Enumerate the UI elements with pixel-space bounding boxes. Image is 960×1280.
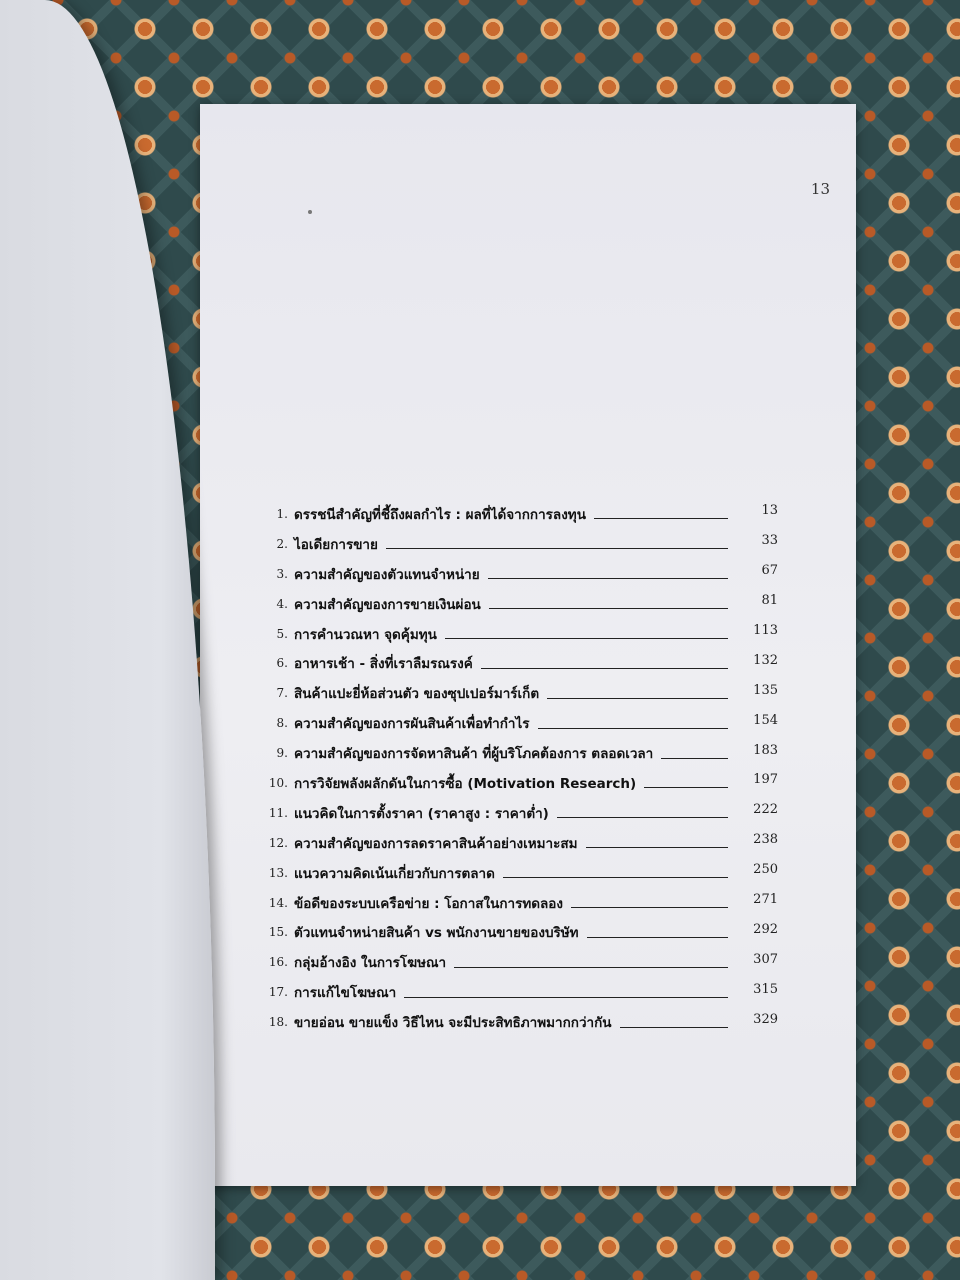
toc-entry xyxy=(258,619,778,649)
toc-leader-line xyxy=(481,668,728,669)
toc-entry-number: 10. xyxy=(268,775,288,790)
toc-entry-title: การแก้ไขโฆษณา xyxy=(294,985,397,1002)
toc-entry-page: 271 xyxy=(753,892,778,908)
toc-entry-number: 3. xyxy=(276,566,288,581)
toc-leader-line xyxy=(538,728,729,729)
book-page xyxy=(200,104,856,1186)
toc-entry xyxy=(258,947,778,977)
toc-leader-line xyxy=(454,967,728,968)
toc-leader-line xyxy=(404,997,728,998)
toc-leader-line xyxy=(547,698,728,699)
toc-entry-page: 154 xyxy=(753,712,778,728)
toc-entry-number: 11. xyxy=(268,805,288,820)
toc-entry xyxy=(258,1007,778,1037)
toc-entry-title: ความสำคัญของตัวแทนจำหน่าย xyxy=(294,566,480,583)
toc-entry-number: 2. xyxy=(276,536,288,551)
toc-entry xyxy=(258,678,778,708)
toc-entry-page: 238 xyxy=(753,832,778,848)
toc-leader-line xyxy=(594,518,728,519)
toc-entry-title: ตัวแทนจำหน่ายสินค้า vs พนักงานขายของบริษัท xyxy=(294,925,579,942)
toc-leader-line xyxy=(587,937,728,938)
toc-entry-number: 5. xyxy=(276,626,288,641)
toc-entry-number: 15. xyxy=(268,925,288,940)
toc-leader-line xyxy=(557,817,728,818)
table-of-contents xyxy=(258,499,778,1037)
toc-entry-number: 13. xyxy=(268,865,288,880)
toc-leader-line xyxy=(571,907,728,908)
toc-entry-title: กลุ่มอ้างอิง ในการโฆษณา xyxy=(294,955,447,972)
toc-entry-page: 135 xyxy=(753,682,778,698)
toc-entry-title: ไอเดียการขาย xyxy=(294,536,378,553)
toc-entry-number: 8. xyxy=(276,716,288,731)
toc-leader-line xyxy=(445,638,728,639)
toc-entry-title: สินค้าแปะยี่ห้อส่วนตัว ของซุปเปอร์มาร์เก็ต xyxy=(294,686,540,703)
toc-entry-title: อาหารเช้า - สิ่งที่เราลืมรณรงค์ xyxy=(294,656,473,673)
toc-entry-page: 197 xyxy=(753,772,778,788)
toc-entry-number: 18. xyxy=(268,1015,288,1030)
page-speck xyxy=(308,210,312,214)
toc-entry-page: 250 xyxy=(753,862,778,878)
toc-entry-page: 67 xyxy=(761,563,778,579)
toc-entry-page: 183 xyxy=(753,742,778,758)
toc-entry-title: ความสำคัญของการผันสินค้าเพื่อทำกำไร xyxy=(294,716,530,733)
toc-leader-line xyxy=(661,758,728,759)
toc-leader-line xyxy=(489,608,728,609)
toc-leader-line xyxy=(586,847,728,848)
toc-entry-number: 1. xyxy=(276,506,288,521)
toc-entry-page: 13 xyxy=(761,503,778,519)
toc-entry xyxy=(258,708,778,738)
toc-entry-number: 6. xyxy=(276,656,288,671)
toc-entry-page: 329 xyxy=(753,1011,778,1027)
toc-entry xyxy=(258,559,778,589)
toc-entry-page: 113 xyxy=(753,623,778,638)
toc-entry xyxy=(258,917,778,947)
toc-leader-line xyxy=(620,1027,728,1028)
toc-entry xyxy=(258,798,778,828)
toc-entry-title: การวิจัยพลังผลักดันในการซื้อ (Motivation Research) xyxy=(294,775,637,792)
toc-entry xyxy=(258,589,778,619)
toc-entry-number: 9. xyxy=(276,746,288,761)
toc-leader-line xyxy=(386,548,728,549)
toc-entry-number: 14. xyxy=(268,895,288,910)
toc-entry xyxy=(258,738,778,768)
toc-entry-title: ความสำคัญของการขายเงินผ่อน xyxy=(294,596,481,613)
toc-entry-page: 81 xyxy=(761,593,778,609)
toc-entry-title: แนวคิดในการตั้งราคา (ราคาสูง : ราคาต่ำ) xyxy=(294,805,549,822)
left-page xyxy=(0,0,215,1280)
toc-entry-page: 33 xyxy=(761,533,778,549)
toc-entry xyxy=(258,529,778,559)
toc-leader-line xyxy=(644,787,728,788)
toc-entry-number: 12. xyxy=(268,835,288,850)
toc-entry-title: การคำนวณหา จุดคุ้มทุน xyxy=(294,626,437,643)
toc-entry xyxy=(258,858,778,888)
toc-entry xyxy=(258,499,778,529)
toc-entry xyxy=(258,828,778,858)
toc-entry-number: 17. xyxy=(268,985,288,1000)
toc-leader-line xyxy=(488,578,728,579)
toc-entry-title: ข้อดีของระบบเครือข่าย : โอกาสในการทดลอง xyxy=(294,895,564,912)
toc-entry-page: 307 xyxy=(753,951,778,967)
toc-entry xyxy=(258,648,778,678)
toc-entry xyxy=(258,768,778,798)
page-number: 13 xyxy=(810,180,830,198)
toc-entry-title: แนวความคิดเน้นเกี่ยวกับการตลาด xyxy=(294,865,495,882)
toc-entry-number: 7. xyxy=(276,686,288,701)
toc-entry-number: 4. xyxy=(276,596,288,611)
toc-entry-title: ดรรชนีสำคัญที่ชี้ถึงผลกำไร : ผลที่ได้จากการลงทุน xyxy=(294,506,586,523)
toc-entry xyxy=(258,888,778,918)
toc-entry-number: 16. xyxy=(268,955,288,970)
toc-leader-line xyxy=(503,877,728,878)
toc-entry-title: ความสำคัญของการลดราคาสินค้าอย่างเหมาะสม xyxy=(294,835,578,852)
toc-entry-title: ความสำคัญของการจัดหาสินค้า ที่ผู้บริโภคต้องการ ตลอดเวลา xyxy=(294,746,654,763)
toc-entry-page: 222 xyxy=(753,802,778,818)
toc-entry-page: 292 xyxy=(753,921,778,937)
toc-entry-page: 132 xyxy=(753,652,778,668)
toc-entry-title: ขายอ่อน ขายแข็ง วิธีไหน จะมีประสิทธิภาพมากกว่ากัน xyxy=(294,1015,612,1032)
toc-entry xyxy=(258,977,778,1007)
toc-entry-page: 315 xyxy=(753,981,778,997)
